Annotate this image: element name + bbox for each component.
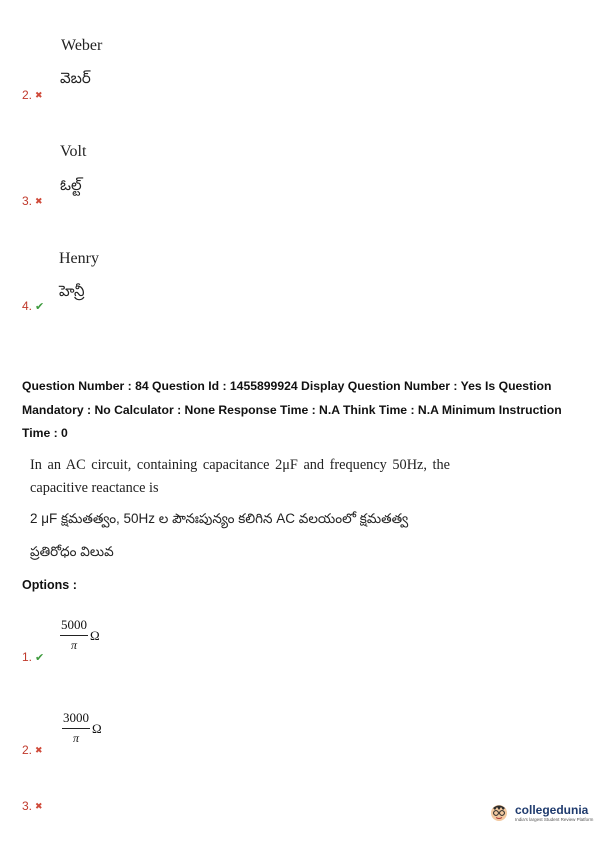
cross-icon: ✖ xyxy=(35,195,43,206)
option-number: 3. xyxy=(22,799,33,813)
option-3-answer-marker xyxy=(22,799,43,813)
question-meta-line2: Mandatory : No Calculator : None Response Time : N.A Think Time : N.A Minimum Instruction xyxy=(22,402,562,417)
option-1-numerator: 5000 xyxy=(60,617,88,636)
option-3-marker xyxy=(22,194,43,208)
check-icon: ✔ xyxy=(35,300,45,313)
option-2-telugu: వెబర్ xyxy=(60,70,91,87)
option-2-marker xyxy=(22,88,43,102)
option-1-unit: Ω xyxy=(90,628,100,643)
brand-tagline: India's largest Student Review Platform xyxy=(515,816,594,822)
option-4-marker xyxy=(22,299,44,313)
option-2-denominator: π xyxy=(72,731,79,745)
question-meta xyxy=(22,375,582,446)
option-1-marker xyxy=(22,650,44,664)
check-icon: ✔ xyxy=(35,651,45,664)
mascot-icon xyxy=(487,800,511,824)
question-telugu-line1: 2 μF క్షమతత్వం, 50Hz ల పౌనఃపున్యం కలిగిన AC వలయంలో క్షమతత్వ xyxy=(30,511,409,526)
option-number: 4. xyxy=(22,299,33,313)
options-label: Options : xyxy=(22,578,77,592)
option-3-english: Volt xyxy=(60,143,87,160)
cross-icon: ✖ xyxy=(35,800,43,811)
option-1-denominator: π xyxy=(70,638,77,652)
option-4-english: Henry xyxy=(59,250,99,267)
option-2-marker xyxy=(22,743,43,757)
option-2-english: Weber xyxy=(61,37,103,54)
option-3-telugu: ఓల్ట్ xyxy=(60,177,82,194)
option-2-numerator: 3000 xyxy=(62,710,90,729)
option-4-telugu: హెన్రీ xyxy=(59,283,85,300)
question-telugu-line2: ప్రతిరోధం విలువ xyxy=(30,544,114,559)
option-number: 3. xyxy=(22,194,33,208)
cross-icon: ✖ xyxy=(35,744,43,755)
question-english-line2: capacitive reactance is xyxy=(30,480,159,496)
option-number: 2. xyxy=(22,88,33,102)
option-number: 2. xyxy=(22,743,33,757)
collegedunia-logo xyxy=(487,800,593,824)
option-number: 1. xyxy=(22,650,33,664)
question-english-line1: In an AC circuit, containing capacitance 2μF and frequency 50Hz, the xyxy=(30,457,450,473)
option-2-unit: Ω xyxy=(92,721,102,736)
brand-name: collegedunia xyxy=(515,802,589,817)
option-2-formula xyxy=(62,710,102,746)
question-meta-line1: Question Number : 84 Question Id : 1455899924 Display Question Number : Yes Is Question xyxy=(22,379,552,393)
option-1-formula xyxy=(60,617,100,653)
question-meta-line3: Time : 0 xyxy=(22,426,68,440)
cross-icon: ✖ xyxy=(35,89,43,100)
